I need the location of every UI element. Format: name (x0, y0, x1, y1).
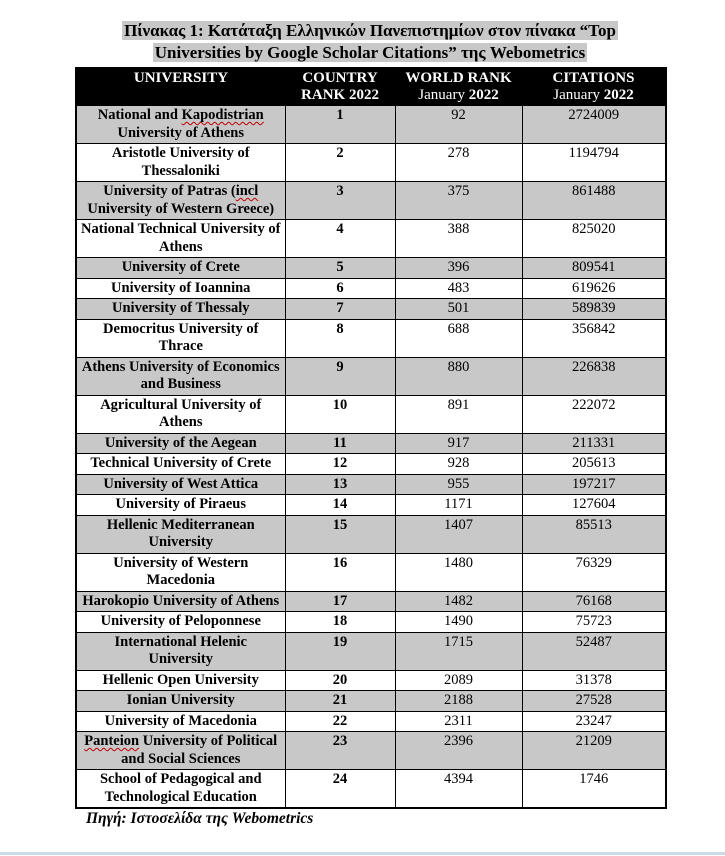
world-rank-cell: 4394 (395, 770, 522, 809)
header-university (76, 68, 285, 106)
table-row (76, 258, 666, 279)
table-body (76, 106, 666, 809)
citations-cell: 52487 (522, 632, 666, 670)
table-row (76, 299, 666, 320)
citations-cell: 23247 (522, 711, 666, 732)
citations-cell: 21209 (522, 732, 666, 770)
header-citations-sub: January 2022 (553, 87, 634, 103)
citations-cell: 2724009 (522, 106, 666, 144)
university-cell: International Helenic University (76, 632, 285, 670)
university-cell: Ionian University (76, 691, 285, 712)
world-rank-cell: 880 (395, 357, 522, 395)
source-note: Πηγή: Ιστοσελίδα της Webometrics (86, 810, 314, 827)
country-rank-cell: 5 (285, 258, 395, 279)
table-header (76, 68, 666, 106)
world-rank-cell: 2089 (395, 670, 522, 691)
caption-line-1: Πίνακας 1: Κατάταξη Ελληνικών Πανεπιστημίων στον πίνακα “Top (124, 21, 616, 40)
country-rank-cell: 10 (285, 395, 395, 433)
header-country-rank-sub: RANK 2022 (301, 87, 379, 103)
world-rank-cell: 375 (395, 182, 522, 220)
header-citations (522, 68, 666, 106)
world-rank-cell: 688 (395, 319, 522, 357)
country-rank-cell: 11 (285, 433, 395, 454)
world-rank-cell: 2311 (395, 711, 522, 732)
country-rank-cell: 19 (285, 632, 395, 670)
header-world-rank (395, 68, 522, 106)
rankings-table (75, 67, 667, 809)
citations-cell: 127604 (522, 495, 666, 516)
citations-cell: 76329 (522, 553, 666, 591)
university-cell: University of Peloponnese (76, 612, 285, 633)
table-row (76, 319, 666, 357)
citations-cell: 85513 (522, 515, 666, 553)
header-row (76, 68, 666, 106)
university-cell: Harokopio University of Athens (76, 591, 285, 612)
header-country-rank-title: COUNTRY (302, 70, 378, 86)
header-country-rank (285, 68, 395, 106)
country-rank-cell: 23 (285, 732, 395, 770)
university-cell: University of Western Macedonia (76, 553, 285, 591)
university-cell: Hellenic Mediterranean University (76, 515, 285, 553)
page-bottom-edge (0, 852, 725, 855)
university-cell: University of Crete (76, 258, 285, 279)
world-rank-cell: 1407 (395, 515, 522, 553)
world-rank-cell: 483 (395, 278, 522, 299)
university-cell: University of Thessaly (76, 299, 285, 320)
world-rank-cell: 396 (395, 258, 522, 279)
university-cell: University of West Attica (76, 474, 285, 495)
citations-cell: 211331 (522, 433, 666, 454)
country-rank-cell: 16 (285, 553, 395, 591)
table-row (76, 612, 666, 633)
table-row (76, 632, 666, 670)
country-rank-cell: 22 (285, 711, 395, 732)
table-row (76, 515, 666, 553)
university-cell: University of Ioannina (76, 278, 285, 299)
world-rank-cell: 1482 (395, 591, 522, 612)
country-rank-cell: 18 (285, 612, 395, 633)
world-rank-cell: 1715 (395, 632, 522, 670)
university-cell: Hellenic Open University (76, 670, 285, 691)
citations-cell: 226838 (522, 357, 666, 395)
country-rank-cell: 17 (285, 591, 395, 612)
university-cell: University of Macedonia (76, 711, 285, 732)
misspelled-word: Panteion (84, 733, 140, 749)
country-rank-cell: 14 (285, 495, 395, 516)
citations-cell: 825020 (522, 220, 666, 258)
citations-cell: 31378 (522, 670, 666, 691)
country-rank-cell: 3 (285, 182, 395, 220)
world-rank-cell: 891 (395, 395, 522, 433)
world-rank-cell: 928 (395, 454, 522, 475)
country-rank-cell: 8 (285, 319, 395, 357)
country-rank-cell: 4 (285, 220, 395, 258)
table-caption (75, 20, 665, 64)
table-row (76, 182, 666, 220)
citations-cell: 589839 (522, 299, 666, 320)
country-rank-cell: 21 (285, 691, 395, 712)
citations-cell: 205613 (522, 454, 666, 475)
country-rank-cell: 24 (285, 770, 395, 809)
citations-cell: 1194794 (522, 144, 666, 182)
country-rank-cell: 2 (285, 144, 395, 182)
table-row (76, 670, 666, 691)
university-cell: Aristotle University of Thessaloniki (76, 144, 285, 182)
table-row (76, 106, 666, 144)
table-row (76, 278, 666, 299)
misspelled-word: Kapodistrian (181, 107, 264, 123)
header-citations-title: CITATIONS (552, 70, 635, 86)
world-rank-cell: 92 (395, 106, 522, 144)
table-row (76, 691, 666, 712)
table-row (76, 357, 666, 395)
table-row (76, 474, 666, 495)
world-rank-cell: 2396 (395, 732, 522, 770)
table-row (76, 732, 666, 770)
table-row (76, 433, 666, 454)
world-rank-cell: 278 (395, 144, 522, 182)
citations-cell: 76168 (522, 591, 666, 612)
table-row (76, 220, 666, 258)
country-rank-cell: 15 (285, 515, 395, 553)
world-rank-cell: 388 (395, 220, 522, 258)
world-rank-cell: 1480 (395, 553, 522, 591)
table-row (76, 395, 666, 433)
citations-cell: 619626 (522, 278, 666, 299)
table-row (76, 770, 666, 809)
world-rank-cell: 501 (395, 299, 522, 320)
university-cell: Athens University of Economics and Business (76, 357, 285, 395)
university-cell: Agricultural University of Athens (76, 395, 285, 433)
university-cell: Democritus University of Thrace (76, 319, 285, 357)
university-cell: School of Pedagogical and Technological Education (76, 770, 285, 809)
university-cell: University of Piraeus (76, 495, 285, 516)
world-rank-cell: 1171 (395, 495, 522, 516)
table-row (76, 553, 666, 591)
citations-cell: 197217 (522, 474, 666, 495)
table-row (76, 711, 666, 732)
table-row (76, 591, 666, 612)
citations-cell: 809541 (522, 258, 666, 279)
header-university-title: UNIVERSITY (133, 70, 229, 86)
country-rank-cell: 9 (285, 357, 395, 395)
university-cell: Technical University of Crete (76, 454, 285, 475)
citations-cell: 356842 (522, 319, 666, 357)
misspelled-word: incl (235, 183, 259, 199)
citations-cell: 222072 (522, 395, 666, 433)
country-rank-cell: 6 (285, 278, 395, 299)
world-rank-cell: 1490 (395, 612, 522, 633)
university-cell: Panteion University of Political and Social Sciences (76, 732, 285, 770)
country-rank-cell: 13 (285, 474, 395, 495)
world-rank-cell: 955 (395, 474, 522, 495)
country-rank-cell: 1 (285, 106, 395, 144)
university-cell: National Technical University of Athens (76, 220, 285, 258)
table-row (76, 495, 666, 516)
citations-cell: 27528 (522, 691, 666, 712)
header-world-rank-sub: January 2022 (418, 87, 499, 103)
header-world-rank-title: WORLD RANK (405, 70, 512, 86)
university-cell: University of Patras (incl University of Western Greece) (76, 182, 285, 220)
citations-cell: 75723 (522, 612, 666, 633)
country-rank-cell: 7 (285, 299, 395, 320)
world-rank-cell: 2188 (395, 691, 522, 712)
citations-cell: 861488 (522, 182, 666, 220)
world-rank-cell: 917 (395, 433, 522, 454)
table-row (76, 144, 666, 182)
university-cell: University of the Aegean (76, 433, 285, 454)
caption-line-2: Universities by Google Scholar Citations” της Webometrics (154, 43, 586, 62)
university-cell: National and Kapodistrian University of Athens (76, 106, 285, 144)
citations-cell: 1746 (522, 770, 666, 809)
table-row (76, 454, 666, 475)
country-rank-cell: 20 (285, 670, 395, 691)
country-rank-cell: 12 (285, 454, 395, 475)
